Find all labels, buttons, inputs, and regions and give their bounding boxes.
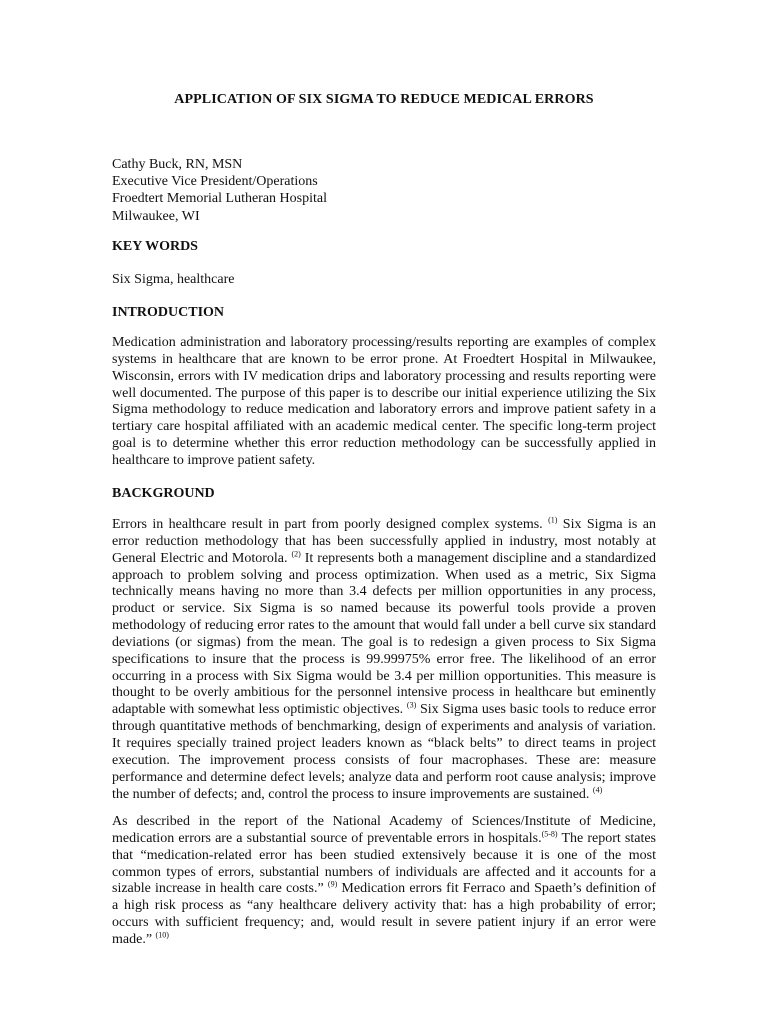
author-block bbox=[112, 156, 327, 225]
introduction-heading: INTRODUCTION bbox=[112, 305, 225, 320]
text-run: It represents both a management discipline and a standardized approach to problem solving and process optimization. When used as a metric, Six Sigma technically means having no more than 3.4 defects per million opportunities in any process, product or service. Six Sigma is so named because its powerful tools provide a proven methodology of reducing error rates to the amount that would fall under a bell curve six standard deviations (or sigmas) from the mean. The goal is to redesign a given process to Six Sigma specifications to insure that the process is 99.99975% error free. The likelihood of an error occurring in a process with Six Sigma would be 3.4 per million opportunities. This measure is thought to be overly ambitious for the personnel intensive process in healthcare but eminently adaptable with somewhat less optimistic objectives. bbox=[112, 550, 656, 718]
author-position: Executive Vice President/Operations bbox=[112, 174, 318, 190]
author-location: Milwaukee, WI bbox=[112, 208, 200, 224]
citation-superscript: (1) bbox=[548, 515, 558, 525]
text-run: As described in the report of the National Academy of Sciences/Institute of Medicine, medication errors are a substantial source of preventable errors in hospitals. bbox=[112, 814, 656, 846]
text-run: Six Sigma uses basic tools to reduce error through quantitative methods of benchmarking, design of experiments and analysis of variation. It requires specially trained project leaders known as “black belts” to direct teams in project execution. The improvement process consists of four macrophases. These are: measure performance and determine defect levels; analyze data and perform root cause analysis; improve the number of defects; and, control the process to insure improvements are sustained. bbox=[112, 702, 656, 802]
author-organization: Froedtert Memorial Lutheran Hospital bbox=[112, 191, 327, 207]
background-paragraph-1 bbox=[112, 517, 656, 803]
keywords-heading: KEY WORDS bbox=[112, 239, 198, 254]
keywords-text: Six Sigma, healthcare bbox=[112, 272, 235, 287]
text-run: The report states that “medication-related error has been studied extensively because it is one of the most common types of errors, substantial numbers of individuals are affected and it accounts for a sizable increase in health care costs.” bbox=[112, 830, 656, 897]
citation-superscript: (4) bbox=[592, 784, 603, 794]
introduction-paragraph: Medication administration and laboratory processing/results reporting are examples of complex systems in healthcare that are known to be error prone. At Froedtert Hospital in Milwaukee, Wisconsin, errors with IV medication drips and laboratory processing and results reporting were well documented. The purpose of this paper is to describe our initial experience utilizing the Six Sigma methodology to reduce medication and laboratory errors and improve patient safety in a tertiary care hospital affiliated with an academic medical center. The specific long-term project goal is to determine whether this error reduction methodology can be successfully applied in healthcare to improve patient safety. bbox=[112, 335, 656, 468]
text-run: Six Sigma is an error reduction methodology that has been successfully applied in industry, most notably at General Electric and Motorola. bbox=[112, 517, 656, 566]
background-heading: BACKGROUND bbox=[112, 486, 215, 501]
citation-superscript: (2) bbox=[291, 549, 301, 559]
text-run: Medication errors fit Ferraco and Spaeth’s definition of a high risk process as “any healthcare delivery activity that: has a high probability of error; occurs with sufficient frequency; and, would result in severe patient injury if an error were made.” bbox=[112, 881, 656, 947]
citation-superscript: (5-8) bbox=[541, 829, 558, 839]
document-title: APPLICATION OF SIX SIGMA TO REDUCE MEDICAL ERRORS bbox=[174, 92, 594, 107]
author-name: Cathy Buck, RN, MSN bbox=[112, 157, 243, 172]
background-paragraph-2 bbox=[112, 814, 656, 949]
citation-superscript: (9) bbox=[327, 879, 338, 889]
citation-superscript: (10) bbox=[155, 930, 169, 940]
text-run: Errors in healthcare result in part from poorly designed complex systems. bbox=[112, 517, 549, 532]
citation-superscript: (3) bbox=[406, 700, 417, 710]
